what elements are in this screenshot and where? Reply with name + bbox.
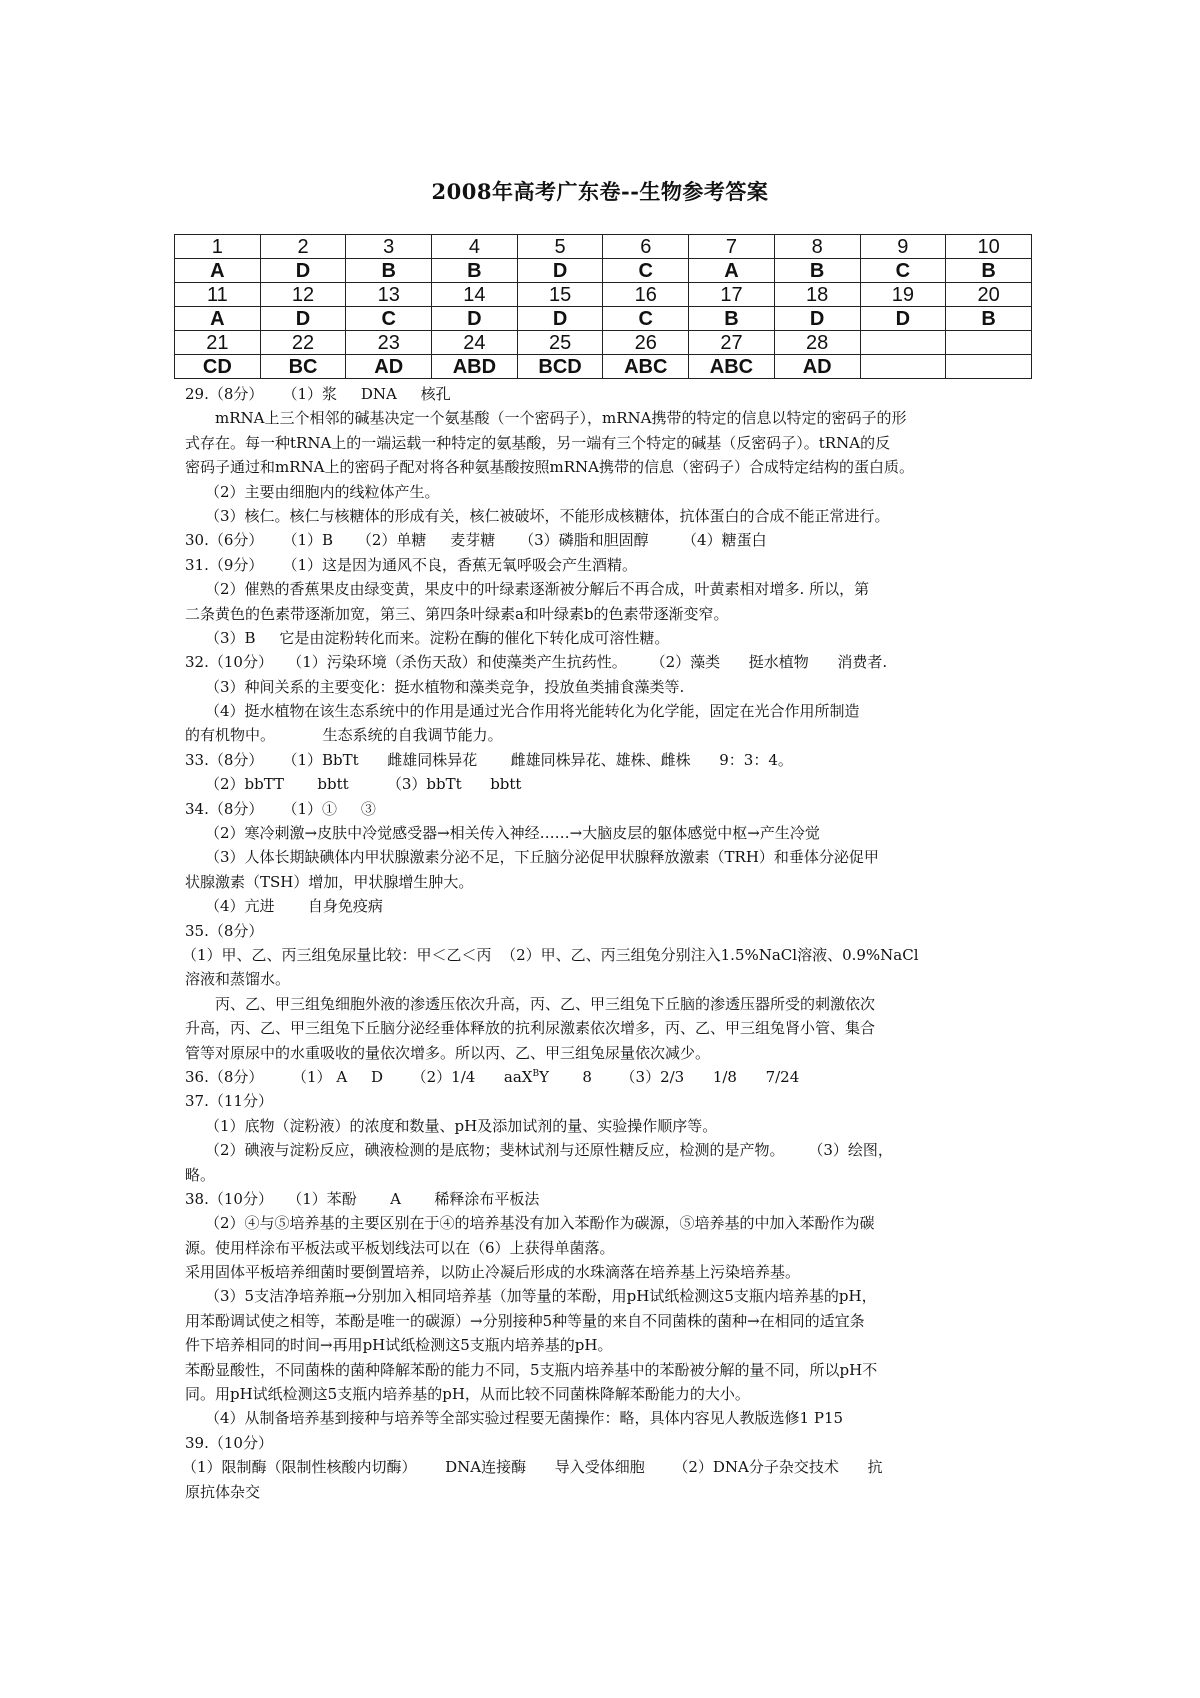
- table-cell: A: [175, 259, 261, 283]
- table-cell: 13: [346, 283, 432, 307]
- table-cell: 28: [774, 331, 860, 355]
- answer-line: 29.（8分） （1）浆 DNA 核孔: [185, 385, 451, 403]
- table-cell: 8: [774, 235, 860, 259]
- answer-line: （2）主要由细胞内的线粒体产生。: [205, 482, 440, 501]
- answer-body: [182, 382, 1037, 1504]
- answer-line: 二条黄色的色素带逐渐加宽，第三、第四条叶绿素a和叶绿素b的色素带逐渐变窄。: [185, 604, 729, 623]
- answer-line: 略。: [185, 1165, 216, 1184]
- table-cell: 11: [175, 283, 261, 307]
- table-cell: B: [346, 259, 432, 283]
- answer-line: 密码子通过和mRNA上的密码子配对将各种氨基酸按照mRNA携带的信息（密码子）合成特定结构的蛋白质。: [185, 458, 914, 477]
- table-cell: AD: [346, 355, 432, 379]
- table-cell: 2: [260, 235, 346, 259]
- table-cell: 16: [603, 283, 689, 307]
- table-cell: D: [517, 307, 603, 331]
- answer-line: （3）5支洁净培养瓶→分别加入相同培养基（加等量的苯酚，用pH试纸检测这5支瓶内培养基的pH，: [205, 1287, 877, 1306]
- answer-line: 溶液和蒸馏水。: [185, 970, 291, 989]
- answer-line: （1）甲、乙、丙三组兔尿量比较：甲＜乙＜丙 （2）甲、乙、丙三组兔分别注入1.5%NaCl溶液、0.9%NaCl: [182, 945, 919, 964]
- line-text: 36.（8分） （1） A D （2）1/4 aaX: [185, 1067, 533, 1086]
- answer-line: 31.（9分） （1）这是因为通风不良，香蕉无氧呼吸会产生酒精。: [185, 555, 638, 574]
- answer-line: （2）碘液与淀粉反应，碘液检测的是底物；斐林试剂与还原性糖反应，检测的是产物。 （3）绘图，: [205, 1141, 893, 1160]
- table-cell: BC: [260, 355, 346, 379]
- table-cell: 19: [860, 283, 946, 307]
- table-cell: 20: [946, 283, 1032, 307]
- table-cell: AD: [774, 355, 860, 379]
- table-cell: 23: [346, 331, 432, 355]
- answer-line: 33.（8分） （1）BbTt 雌雄同株异花 雌雄同株异花、雄株、雌株 9：3：4。: [185, 750, 793, 769]
- answer-table: [174, 234, 1032, 379]
- superscript: B: [532, 1068, 540, 1079]
- table-cell: C: [603, 307, 689, 331]
- table-cell: ABD: [432, 355, 518, 379]
- table-cell: [860, 331, 946, 355]
- table-cell: B: [946, 307, 1032, 331]
- table-row: [175, 259, 1032, 283]
- answer-line: （3）人体长期缺碘体内甲状腺激素分泌不足，下丘脑分泌促甲状腺释放激素（TRH）和垂体分泌促甲: [205, 848, 879, 867]
- answer-line: 件下培养相同的时间→再用pH试纸检测这5支瓶内培养基的pH。: [185, 1336, 613, 1355]
- table-cell: 21: [175, 331, 261, 355]
- answer-line: 原抗体杂交: [185, 1482, 261, 1501]
- answer-line: （4）从制备培养基到接种与培养等全部实验过程要无菌操作：略，具体内容见人教版选修1 P15: [205, 1409, 844, 1428]
- table-cell: ABC: [689, 355, 775, 379]
- table-cell: 12: [260, 283, 346, 307]
- table-cell: C: [346, 307, 432, 331]
- table-cell: 3: [346, 235, 432, 259]
- table-cell: 24: [432, 331, 518, 355]
- answer-line: 34.（8分） （1）① ③: [185, 799, 376, 818]
- table-cell: 22: [260, 331, 346, 355]
- table-cell: D: [774, 307, 860, 331]
- table-cell: 9: [860, 235, 946, 259]
- table-cell: BCD: [517, 355, 603, 379]
- answer-line: 38.（10分） （1）苯酚 A 稀释涂布平板法: [185, 1189, 540, 1208]
- answer-line: 式存在。每一种tRNA上的一端运载一种特定的氨基酸，另一端有三个特定的碱基（反密码子）。tRNA的反: [185, 433, 891, 452]
- table-row: [175, 355, 1032, 379]
- answer-line: 35.（8分）: [185, 921, 264, 940]
- table-cell: B: [432, 259, 518, 283]
- table-cell: C: [603, 259, 689, 283]
- table-row: [175, 307, 1032, 331]
- table-cell: 7: [689, 235, 775, 259]
- table-cell: B: [946, 259, 1032, 283]
- answer-line: 39.（10分）: [185, 1433, 273, 1452]
- table-cell: B: [774, 259, 860, 283]
- table-cell: 1: [175, 235, 261, 259]
- table-cell: 26: [603, 331, 689, 355]
- table-cell: [946, 355, 1032, 379]
- table-cell: D: [260, 307, 346, 331]
- table-cell: 17: [689, 283, 775, 307]
- answer-line: 用苯酚调试使之相等，苯酚是唯一的碳源）→分别接种5种等量的来自不同菌株的菌种→在相同的适宜条: [185, 1311, 865, 1330]
- answer-line: （2）④与⑤培养基的主要区别在于④的培养基没有加入苯酚作为碳源，⑤培养基的中加入苯酚作为碳: [205, 1214, 875, 1233]
- table-cell: 5: [517, 235, 603, 259]
- table-row: [175, 331, 1032, 355]
- table-cell: 15: [517, 283, 603, 307]
- answer-line: 30.（6分） （1）B （2）单糖 麦芽糖 （3）磷脂和胆固醇 （4）糖蛋白: [185, 531, 767, 550]
- table-cell: D: [260, 259, 346, 283]
- answer-line: （4）挺水植物在该生态系统中的作用是通过光合作用将光能转化为化学能，固定在光合作用所制造: [205, 702, 860, 721]
- table-cell: [860, 355, 946, 379]
- table-cell: 25: [517, 331, 603, 355]
- answer-line: mRNA上三个相邻的碱基决定一个氨基酸（一个密码子），mRNA携带的特定的信息以特定的密码子的形: [215, 409, 907, 428]
- page-title: 2008年高考广东卷--生物参考答案: [431, 179, 769, 204]
- table-cell: A: [175, 307, 261, 331]
- answer-line: 丙、乙、甲三组兔细胞外液的渗透压依次升高，丙、乙、甲三组兔下丘脑的渗透压器所受的刺激依次: [215, 994, 876, 1013]
- answer-line: （3）种间关系的主要变化：挺水植物和藻类竞争，投放鱼类捕食藻类等.: [205, 677, 685, 696]
- table-cell: D: [517, 259, 603, 283]
- answer-line: （1）限制酶（限制性核酸内切酶） DNA连接酶 导入受体细胞 （2）DNA分子杂交技术 抗: [182, 1458, 883, 1477]
- answer-line: 的有机物中。 生态系统的自我调节能力。: [185, 726, 503, 745]
- table-cell: B: [689, 307, 775, 331]
- answer-line: （1）底物（淀粉液）的浓度和数量、pH及添加试剂的量、实验操作顺序等。: [205, 1116, 718, 1135]
- table-row: [175, 283, 1032, 307]
- table-cell: D: [860, 307, 946, 331]
- answer-line: 管等对原尿中的水重吸收的量依次增多。所以丙、乙、甲三组兔尿量依次减少。: [185, 1043, 711, 1062]
- table-cell: 4: [432, 235, 518, 259]
- answer-line: 采用固体平板培养细菌时要倒置培养，以防止冷凝后形成的水珠滴落在培养基上污染培养基。: [185, 1263, 801, 1282]
- answer-line: 升高，丙、乙、甲三组兔下丘脑分泌经垂体释放的抗利尿激素依次增多，丙、乙、甲三组兔肾小管、集合: [185, 1019, 876, 1038]
- table-row: [175, 235, 1032, 259]
- answer-line: （3）核仁。核仁与核糖体的形成有关，核仁被破坏，不能形成核糖体，抗体蛋白的合成不能正常进行。: [205, 506, 890, 525]
- answer-line: （2）寒冷刺激→皮肤中冷觉感受器→相关传入神经……→大脑皮层的躯体感觉中枢→产生冷觉: [205, 824, 820, 843]
- answer-line: 32.（10分） （1）污染环境（杀伤天敌）和使藻类产生抗药性。 （2）藻类 挺水植物 消费者.: [185, 653, 888, 672]
- table-cell: [946, 331, 1032, 355]
- answer-line: （2）bbTT bbtt （3）bbTt bbtt: [205, 775, 522, 794]
- answer-line: （3）B 它是由淀粉转化而来。淀粉在酶的催化下转化成可溶性糖。: [205, 628, 670, 647]
- answer-line: 源。使用样涂布平板法或平板划线法可以在（6）上获得单菌落。: [185, 1238, 615, 1257]
- table-cell: CD: [175, 355, 261, 379]
- line-text: Y 8 （3）2/3 1/8 7/24: [539, 1067, 800, 1086]
- table-cell: 6: [603, 235, 689, 259]
- table-cell: A: [689, 259, 775, 283]
- answer-line: （2）催熟的香蕉果皮由绿变黄，果皮中的叶绿素逐渐被分解后不再合成，叶黄素相对增多. 所以，第: [205, 580, 870, 599]
- table-cell: 10: [946, 235, 1032, 259]
- answer-line: 状腺激素（TSH）增加，甲状腺增生肿大。: [185, 872, 474, 891]
- answer-line: （4）亢进 自身免疫病: [205, 897, 383, 916]
- table-cell: D: [432, 307, 518, 331]
- table-cell: C: [860, 259, 946, 283]
- table-cell: 27: [689, 331, 775, 355]
- table-cell: ABC: [603, 355, 689, 379]
- answer-line: 苯酚显酸性，不同菌株的菌种降解苯酚的能力不同，5支瓶内培养基中的苯酚被分解的量不同，所以pH不: [185, 1360, 878, 1379]
- answer-line: [185, 1065, 1037, 1089]
- table-cell: 14: [432, 283, 518, 307]
- answer-line: 37.（11分）: [185, 1092, 273, 1111]
- answer-line: 同。用pH试纸检测这5支瓶内培养基的pH，从而比较不同菌株降解苯酚能力的大小。: [185, 1385, 750, 1404]
- table-cell: 18: [774, 283, 860, 307]
